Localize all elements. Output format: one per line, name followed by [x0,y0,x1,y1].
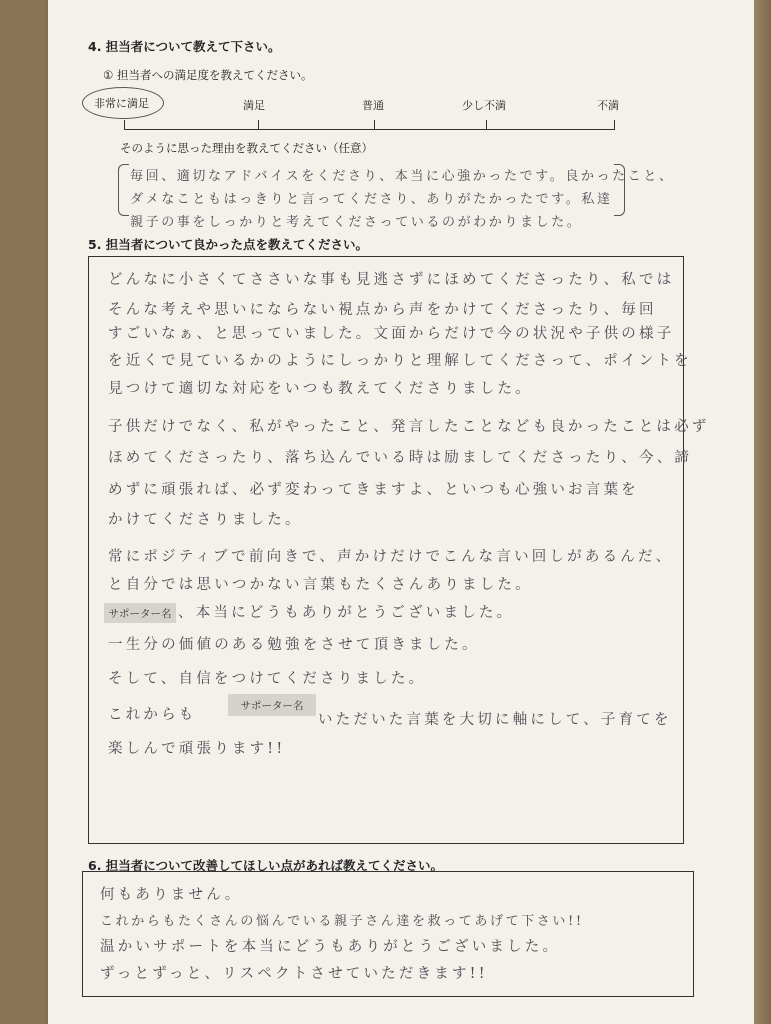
scale-satisfied: 満足 [243,99,265,112]
q5-line: そして、自信をつけてくださりました。 [108,671,427,687]
q5-line: 子供だけでなく、私がやったこと、発言したことなども良かったことは必ず [108,419,710,435]
q4-sub1: ① 担当者への満足度を教えてください。 [103,68,313,82]
survey-page [48,0,754,1024]
supporter-name-redacted-2: サポーター名 [228,694,316,716]
q5-line: めずに頑張れば、必ず変わってきますよ、といつも心強いお言葉を [108,482,639,498]
reason-line-3: 親子の事をしっかりと考えてくださっているのがわかりました。 [130,215,583,230]
scale-dissatisfied: 不満 [597,99,619,112]
q5-line: いただいた言葉を大切に軸にして、子育てを [318,712,672,728]
q4-title: 4. 担当者について教えて下さい。 [88,39,281,54]
scale-very-satisfied: 非常に満足 [94,97,149,110]
q5-line: かけてくださりました。 [108,512,303,528]
q6-title: 6. 担当者について改善してほしい点があれば教えてください。 [88,858,444,873]
q5-line: ほめてくださったり、落ち込んでいる時は励ましてくださったり、今、諦 [108,450,693,466]
scale-tick [486,120,487,130]
q5-line: どんなに小さくてささいな事も見逃さずにほめてくださったり、私では [108,272,675,288]
q5-title: 5. 担当者について良かった点を教えてください。 [88,237,369,252]
scale-tick [374,120,375,130]
q6-line: 何もありません。 [100,887,243,903]
q5-line: 楽しんで頑張ります!! [108,741,286,757]
q5-line: 、本当にどうもありがとうございました。 [178,605,515,621]
scale-tick [124,120,125,130]
q5-line: これからも [108,707,197,723]
q5-line: 一生分の価値のある勉強をさせて頂きました。 [108,637,480,653]
reason-label: そのように思った理由を教えてください（任意） [120,141,373,155]
scale-tick [258,120,259,130]
q5-line: を近くで見ているかのようにしっかりと理解してくださって、ポイントを [108,353,692,369]
q5-line: と自分では思いつかない言葉もたくさんありました。 [108,577,533,593]
reason-line-2: ダメなこともはっきりと言ってくださり、ありがたかったです。私達 [130,192,613,207]
q6-line: ずっとずっと、リスペクトさせていただきます!! [100,966,488,982]
q5-line: そんな考えや思いにならない視点から声をかけてくださったり、毎回 [108,302,657,318]
supporter-name-redacted-1: サポーター名 [104,603,176,623]
q6-line: 温かいサポートを本当にどうもありがとうございました。 [100,939,561,955]
reason-line-1: 毎回、適切なアドバイスをくださり、本当に心強かったです。良かったこと、 [130,169,675,184]
scale-tick [614,120,615,130]
q5-line: すごいなぁ、と思っていました。文面からだけで今の状況や子供の様子 [108,326,675,342]
scale-neutral: 普通 [362,99,384,112]
reason-bracket-left [118,164,129,216]
q5-line: 見つけて適切な対応をいつも教えてくださりました。 [108,381,533,397]
table-surface [754,0,771,1024]
scale-slightly-dissatisfied: 少し不満 [462,99,506,112]
q6-line: これからもたくさんの悩んでいる親子さん達を救ってあげて下さい!! [100,914,584,929]
q5-line: 常にポジティブで前向きで、声かけだけでこんな言い回しがあるんだ、 [108,549,674,565]
scale-line [124,129,614,130]
